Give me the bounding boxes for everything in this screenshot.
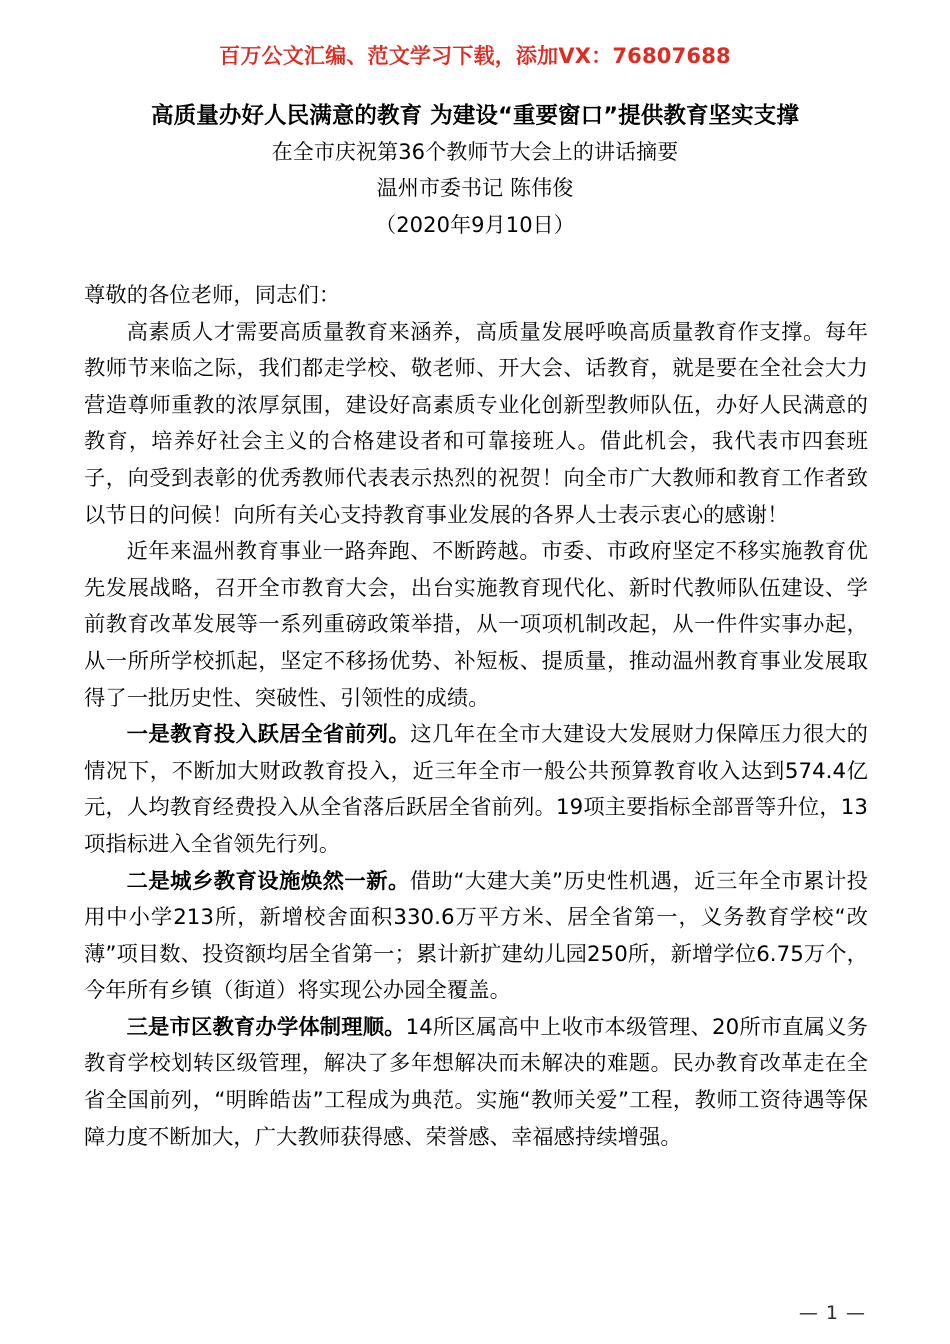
- paragraph-text: 借助“大建大美”历史性机遇，近三年全市累计投用中小学213所，新增校舍面积330.6万平方米、居全省第一，义务教育学校“改薄”项目数、投资额均居全省第一；累计新扩建幼儿园250所，新增学位6.75万个，今年所有乡镇（街道）将实现公办园全覆盖。: [84, 868, 869, 1004]
- body-paragraph: [84, 717, 868, 863]
- body-paragraph: [84, 315, 868, 535]
- title-block: [0, 98, 950, 244]
- document-date: （2020年9月10日）: [375, 213, 575, 237]
- paragraph-text: 这几年在全市大建设大发展财力保障压力很大的情况下，不断加大财政教育投入，近三年全市一般公共预算教育收入达到574.4亿元，人均教育经费投入从全省落后跃居全省前列。19项主要指标全部晋等升位，13项指标进入全省领先行列。: [84, 722, 868, 857]
- paragraph-text: 14所区属高中上收市本级管理、20所市直属义务教育学校划转区级管理，解决了多年想解决而未解决的难题。民办教育改革走在全省全国前列，“明眸皓齿”工程成为典范。实施“教师关爱”工程，教师工资待遇等保障力度不断加大，广大教师获得感、荣誉感、幸福感持续增强。: [84, 1014, 868, 1150]
- paragraph-lead: 二是城乡教育设施焕然一新。: [126, 868, 410, 894]
- paragraph-text: 高素质人才需要高质量教育来涵养，高质量发展呼唤高质量教育作支撑。每年教师节来临之际，我们都走学校、敬老师、开大会、话教育，就是要在全社会大力营造尊师重教的浓厚氛围，建设好高素质专业化创新型教师队伍，办好人民满意的教育，培养好社会主义的合格建设者和可靠接班人。借此机会，我代表市四套班子，向受到表彰的优秀教师代表表示热烈的祝贺！向全市广大教师和教育工作者致以节日的问候！向所有关心支持教育事业发展的各界人士表示衷心的感谢！: [84, 319, 868, 528]
- body-paragraph: [84, 534, 868, 717]
- document-body: [84, 278, 868, 1156]
- paragraph-list: [84, 315, 868, 1157]
- body-paragraph: [84, 1010, 868, 1156]
- document-author: 温州市委书记 陈伟俊: [376, 176, 574, 200]
- page-number: — 1 —: [798, 1302, 866, 1324]
- document-title: 高质量办好人民满意的教育 为建设“重要窗口”提供教育坚实支撑: [151, 103, 799, 129]
- document-subtitle: 在全市庆祝第36个教师节大会上的讲话摘要: [271, 140, 679, 164]
- paragraph-lead: 一是教育投入跃居全省前列。: [126, 722, 411, 748]
- promo-banner: 百万公文汇编、范文学习下载，添加VX：76807688: [219, 44, 731, 68]
- body-paragraph: [84, 864, 868, 1010]
- salutation: 尊敬的各位老师，同志们：: [84, 283, 341, 308]
- paragraph-text: 近年来温州教育事业一路奔跑、不断跨越。市委、市政府坚定不移实施教育优先发展战略，召开全市教育大会，出台实施教育现代化、新时代教师队伍建设、学前教育改革发展等一系列重磅政策举措，从一项项机制改起，从一件件实事办起，从一所所学校抓起，坚定不移扬优势、补短板、提质量，推动温州教育事业发展取得了一批历史性、突破性、引领性的成绩。: [84, 539, 868, 711]
- paragraph-lead: 三是市区教育办学体制理顺。: [126, 1014, 406, 1040]
